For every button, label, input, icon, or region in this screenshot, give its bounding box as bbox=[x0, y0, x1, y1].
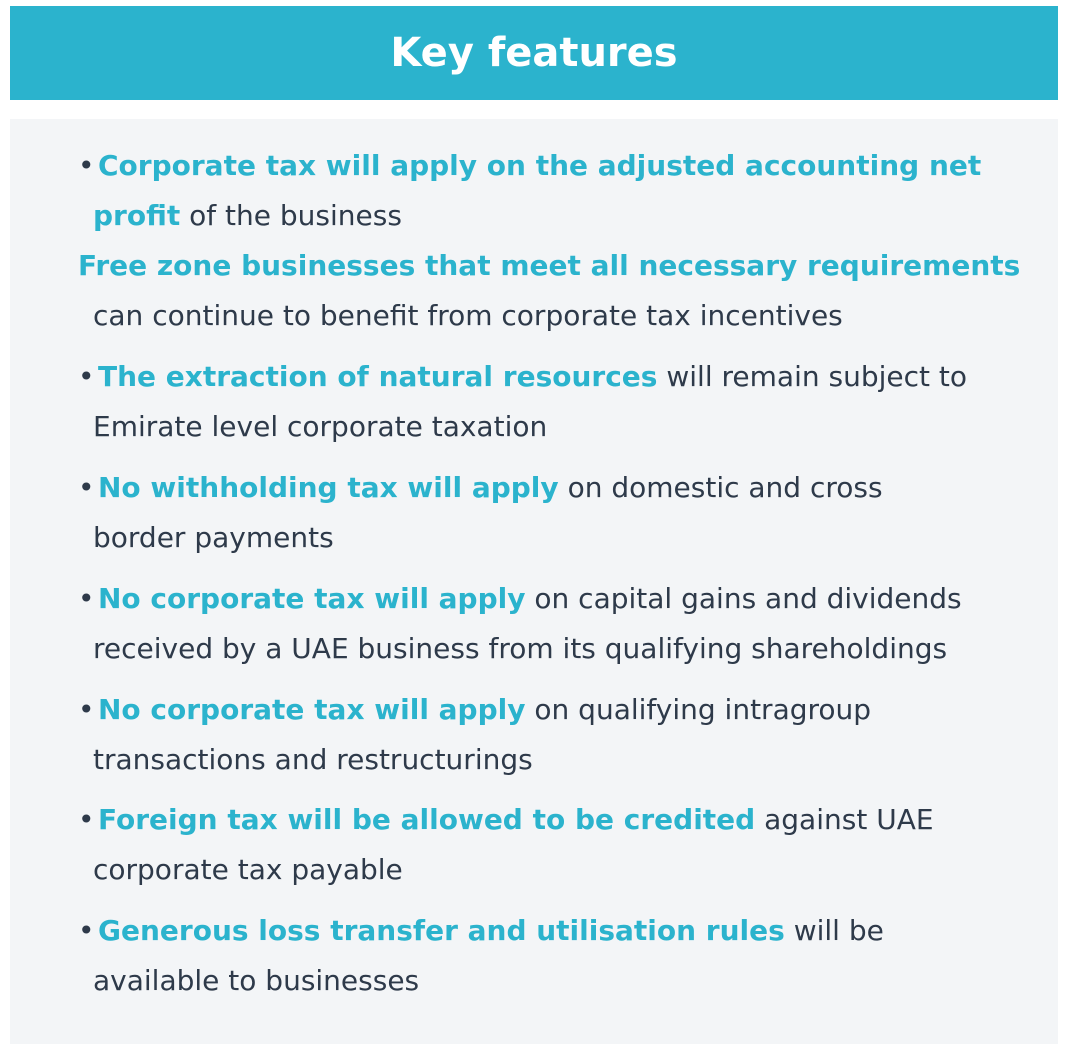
bullet-icon: • bbox=[78, 360, 95, 393]
feature-text: received by a UAE business from its qualifying shareholdings bbox=[93, 632, 948, 665]
bullet-icon: • bbox=[78, 803, 95, 836]
feature-item-3 bbox=[10, 352, 1058, 452]
feature-item-6 bbox=[10, 685, 1058, 785]
feature-highlight: Foreign tax will be allowed to be credited bbox=[98, 803, 756, 836]
bullet-icon: • bbox=[78, 693, 95, 726]
feature-text: on qualifying intragroup bbox=[534, 693, 872, 726]
feature-item-4 bbox=[10, 463, 1058, 563]
feature-text: of the business bbox=[189, 199, 402, 232]
feature-highlight: No withholding tax will apply bbox=[98, 471, 559, 504]
feature-item-8 bbox=[10, 906, 1058, 1006]
header-banner bbox=[10, 6, 1058, 100]
bullet-icon: • bbox=[78, 149, 95, 182]
feature-text: on domestic and cross bbox=[567, 471, 883, 504]
feature-text: Emirate level corporate taxation bbox=[93, 410, 548, 443]
feature-highlight: No corporate tax will apply bbox=[98, 582, 526, 615]
feature-highlight: No corporate tax will apply bbox=[98, 693, 526, 726]
page-title: Key features bbox=[390, 30, 678, 76]
feature-text: border payments bbox=[93, 521, 334, 554]
feature-highlight: Generous loss transfer and utilisation rules bbox=[98, 914, 785, 947]
feature-text: can continue to benefit from corporate tax incentives bbox=[93, 299, 843, 332]
bullet-icon: • bbox=[78, 471, 95, 504]
bullet-icon: • bbox=[78, 914, 95, 947]
feature-highlight: The extraction of natural resources bbox=[98, 360, 658, 393]
feature-text: corporate tax payable bbox=[93, 853, 403, 886]
feature-text: against UAE bbox=[764, 803, 934, 836]
feature-highlight: Corporate tax will apply on the adjusted accounting net bbox=[98, 149, 982, 182]
bullet-icon: • bbox=[78, 582, 95, 615]
feature-text: will remain subject to bbox=[666, 360, 967, 393]
feature-text: available to businesses bbox=[93, 964, 420, 997]
feature-item-7 bbox=[10, 795, 1058, 895]
feature-text: will be bbox=[793, 914, 884, 947]
feature-text: on capital gains and dividends bbox=[534, 582, 962, 615]
features-panel bbox=[10, 119, 1058, 1044]
feature-highlight: profit bbox=[93, 199, 181, 232]
feature-item-5 bbox=[10, 574, 1058, 674]
feature-highlight: Free zone businesses that meet all necessary requirements bbox=[78, 249, 1021, 282]
feature-text: transactions and restructurings bbox=[93, 743, 533, 776]
feature-item-2 bbox=[10, 241, 1058, 341]
feature-item-1 bbox=[10, 141, 1058, 241]
